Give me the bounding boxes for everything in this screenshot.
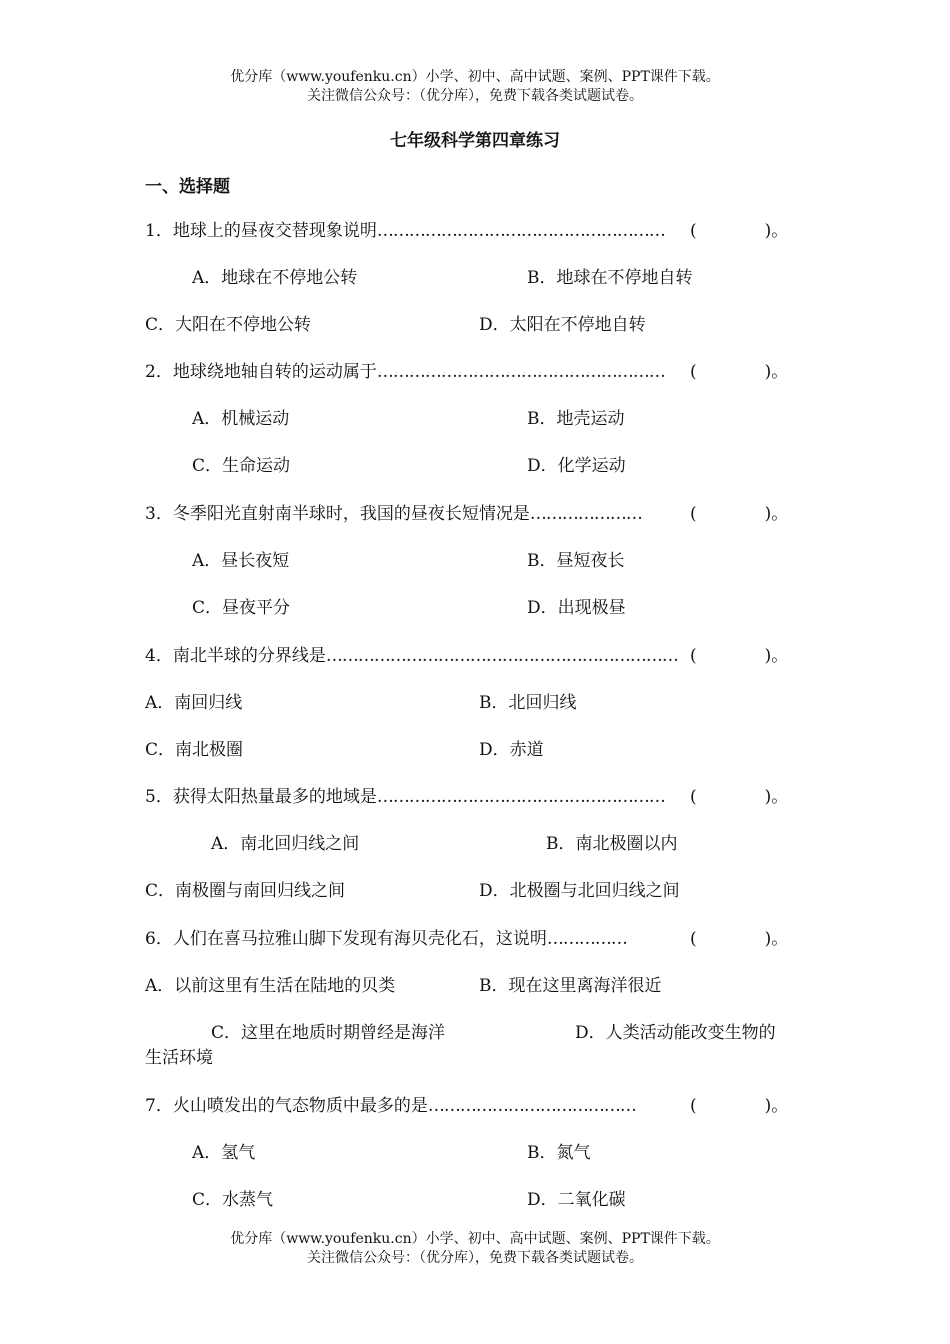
answer-blank-2: ( )。 — [690, 362, 789, 382]
q2-option-a: A．机械运动 — [192, 409, 290, 429]
q1-option-d: D．太阳在不停地自转 — [479, 315, 646, 335]
q1-option-b: B．地球在不停地自转 — [527, 268, 693, 288]
q3-option-a: A．昼长夜短 — [192, 551, 290, 571]
q5-option-c: C．南极圈与南回归线之间 — [145, 881, 346, 901]
answer-blank-6: ( )。 — [690, 929, 789, 949]
q3-option-b: B．昼短夜长 — [527, 551, 625, 571]
answer-blank-4: ( )。 — [690, 646, 789, 666]
q6-option-a: A．以前这里有生活在陆地的贝类 — [145, 976, 396, 996]
section-heading: 一、选择题 — [145, 177, 230, 197]
answer-blank-1: ( )。 — [690, 221, 789, 241]
answer-blank-7: ( )。 — [690, 1096, 789, 1116]
question-4-stem: 4．南北半球的分界线是………………………………………………………… — [145, 646, 678, 666]
q2-option-b: B．地壳运动 — [527, 409, 625, 429]
q7-option-c: C．水蒸气 — [192, 1190, 274, 1210]
q6-option-c: C．这里在地质时期曾经是海洋 — [211, 1023, 446, 1043]
page-title: 七年级科学第四章练习 — [390, 131, 560, 151]
question-7-stem: 7．火山喷发出的气态物质中最多的是………………………………… — [145, 1096, 636, 1116]
q3-option-d: D．出现极昼 — [527, 598, 626, 618]
footer-line-1: 优分库（www.youfenku.cn）小学、初中、高中试题、案例、PPT课件下载。 — [230, 1231, 720, 1247]
question-5-stem: 5．获得太阳热量最多的地域是……………………………………………… — [145, 787, 665, 807]
header-line-2: 关注微信公众号：（优分库），免费下载各类试题试卷。 — [307, 88, 643, 104]
q2-option-c: C．生命运动 — [192, 456, 291, 476]
page-header-top — [0, 68, 950, 106]
q4-option-c: C．南北极圈 — [145, 740, 244, 760]
footer-line-2: 关注微信公众号：（优分库），免费下载各类试题试卷。 — [307, 1250, 643, 1266]
q2-option-d: D．化学运动 — [527, 456, 626, 476]
q4-option-d: D．赤道 — [479, 740, 544, 760]
q7-option-d: D．二氧化碳 — [527, 1190, 626, 1210]
q6-option-b: B．现在这里离海洋很近 — [479, 976, 662, 996]
page-footer — [0, 1230, 950, 1268]
q5-option-a: A．南北回归线之间 — [211, 834, 360, 854]
question-3-stem: 3．冬季阳光直射南半球时，我国的昼夜长短情况是………………… — [145, 504, 642, 524]
question-1-stem: 1．地球上的昼夜交替现象说明……………………………………………… — [145, 221, 665, 241]
q6-option-d: D．人类活动能改变生物的 — [575, 1023, 776, 1043]
q3-option-c: C．昼夜平分 — [192, 598, 291, 618]
q5-option-d: D．北极圈与北回归线之间 — [479, 881, 680, 901]
question-2-stem: 2．地球绕地轴自转的运动属于……………………………………………… — [145, 362, 665, 382]
q5-option-b: B．南北极圈以内 — [546, 834, 678, 854]
answer-blank-5: ( )。 — [690, 787, 789, 807]
q4-option-b: B．北回归线 — [479, 693, 577, 713]
answer-blank-3: ( )。 — [690, 504, 789, 524]
question-6-stem: 6．人们在喜马拉雅山脚下发现有海贝壳化石，这说明…………… — [145, 929, 627, 949]
q6-option-d-continued: 生活环境 — [145, 1048, 213, 1068]
q4-option-a: A．南回归线 — [145, 693, 243, 713]
q7-option-a: A．氢气 — [192, 1143, 256, 1163]
header-line-1: 优分库（www.youfenku.cn）小学、初中、高中试题、案例、PPT课件下载。 — [230, 69, 720, 85]
q1-option-a: A．地球在不停地公转 — [192, 268, 358, 288]
q1-option-c: C．大阳在不停地公转 — [145, 315, 312, 335]
q7-option-b: B．氮气 — [527, 1143, 591, 1163]
